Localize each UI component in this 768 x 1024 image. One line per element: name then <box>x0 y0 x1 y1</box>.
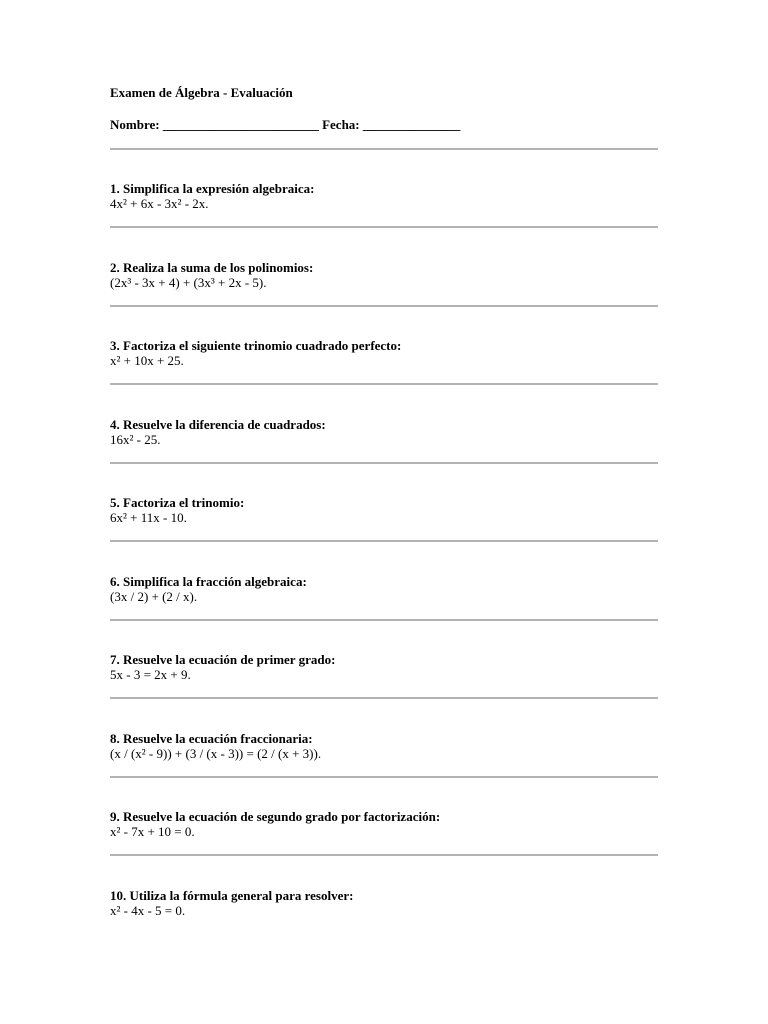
question-expression: x² - 7x + 10 = 0. <box>110 824 195 839</box>
question-expression: x² + 10x + 25. <box>110 353 184 368</box>
question-4 <box>110 417 658 447</box>
exam-title: Examen de Álgebra - Evaluación <box>110 85 293 100</box>
question-heading: 7. Resuelve la ecuación de primer grado: <box>110 652 336 667</box>
question-expression: (x / (x² - 9)) + (3 / (x - 3)) = (2 / (x + 3)). <box>110 746 322 761</box>
question-expression: 16x² - 25. <box>110 432 161 447</box>
question-heading: 3. Factoriza el siguiente trinomio cuadrado perfecto: <box>110 338 402 353</box>
question-10 <box>110 888 658 918</box>
divider <box>110 462 658 464</box>
question-8 <box>110 731 658 761</box>
divider <box>110 305 658 307</box>
question-2 <box>110 260 658 290</box>
question-heading: 9. Resuelve la ecuación de segundo grado por factorización: <box>110 809 441 824</box>
question-heading: 1. Simplifica la expresión algebraica: <box>110 181 315 196</box>
name-date-field: Nombre: ________________________ Fecha: _______________ <box>110 117 461 132</box>
question-expression: x² - 4x - 5 = 0. <box>110 903 186 918</box>
divider <box>110 383 658 385</box>
question-6 <box>110 574 658 604</box>
question-expression: (2x³ - 3x + 4) + (3x³ + 2x - 5). <box>110 275 267 290</box>
question-expression: 5x - 3 = 2x + 9. <box>110 667 191 682</box>
question-heading: 5. Factoriza el trinomio: <box>110 495 245 510</box>
divider <box>110 776 658 778</box>
divider <box>110 619 658 621</box>
question-1 <box>110 181 658 211</box>
question-5 <box>110 495 658 525</box>
divider <box>110 148 658 150</box>
question-9 <box>110 809 658 839</box>
question-7 <box>110 652 658 682</box>
question-expression: (3x / 2) + (2 / x). <box>110 589 198 604</box>
divider <box>110 697 658 699</box>
question-expression: 6x² + 11x - 10. <box>110 510 187 525</box>
question-heading: 2. Realiza la suma de los polinomios: <box>110 260 314 275</box>
question-heading: 8. Resuelve la ecuación fraccionaria: <box>110 731 313 746</box>
divider <box>110 226 658 228</box>
question-heading: 4. Resuelve la diferencia de cuadrados: <box>110 417 326 432</box>
question-heading: 10. Utiliza la fórmula general para resolver: <box>110 888 354 903</box>
divider <box>110 854 658 856</box>
question-heading: 6. Simplifica la fracción algebraica: <box>110 574 307 589</box>
question-expression: 4x² + 6x - 3x² - 2x. <box>110 196 209 211</box>
divider <box>110 540 658 542</box>
question-3 <box>110 338 658 368</box>
